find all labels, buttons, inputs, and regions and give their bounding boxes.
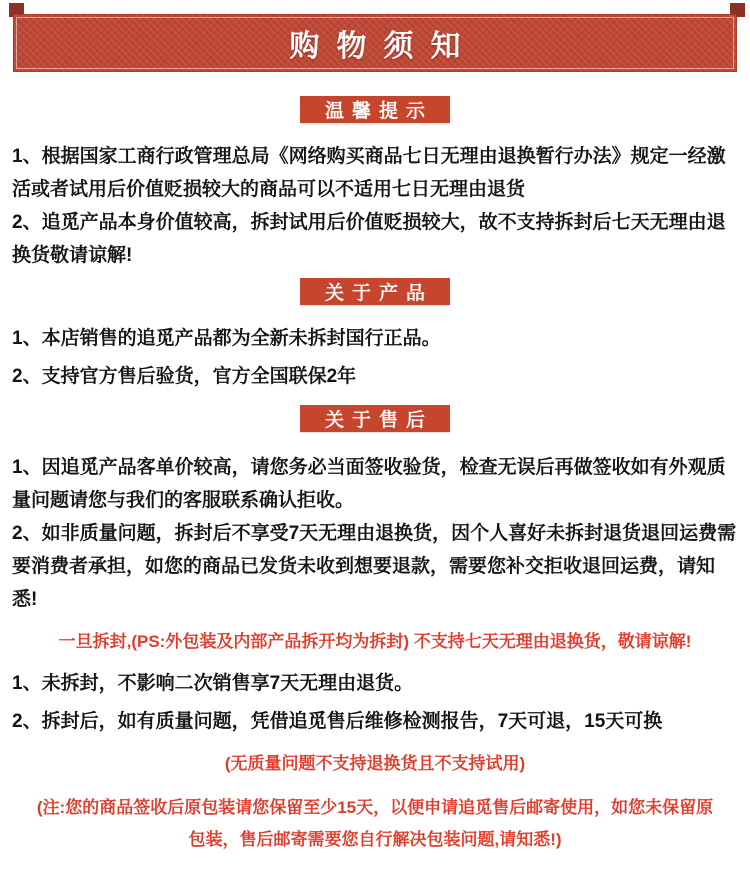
note-no-quality-issue: (无质量问题不支持退换货且不支持试用): [224, 754, 526, 773]
notice-banner: [13, 14, 737, 72]
shopping-notice-panel: [0, 14, 750, 874]
paragraph-value-loss: 2、追觅产品本身价值较高，拆封试用后价值贬损较大，故不支持拆封后七天无理由退换货敬请谅解!: [12, 212, 726, 266]
notice-header: [13, 14, 737, 72]
paragraph-quality-exchange: 2、拆封后，如有质量问题，凭借追觅售后维修检测报告，7天可退，15天可换: [12, 711, 663, 732]
section-warm-tips: [0, 96, 750, 272]
paragraph-regulation: 1、根据国家工商行政管理总局《网络购买商品七日无理由退换暂行办法》规定一经激活或者试用后价值贬损较大的商品可以不适用七日无理由退货: [12, 146, 726, 200]
paragraph-sign-inspection: 1、因追觅产品客单价较高，请您务必当面签收验货，检查无误后再做签收如有外观质量问题请您与我们的客服联系确认拒收。: [12, 457, 726, 511]
page-title: 购物须知: [289, 30, 478, 63]
paragraph-unopened-return: 1、未拆封，不影响二次销售享7天无理由退货。: [12, 673, 414, 694]
section-label-about-product: 关于产品: [300, 278, 450, 305]
note-keep-packaging: (注:您的商品签收后原包装请您保留至少15天，以便申请追觅售后邮寄使用，如您未保留原包装，售后邮寄需要您自行解决包装问题,请知悉!): [36, 798, 714, 849]
section-after-sales: [0, 405, 750, 856]
section-about-product: [0, 278, 750, 393]
paragraph-genuine-product: 1、本店销售的追觅产品都为全新未拆封国行正品。: [12, 328, 441, 349]
section-label-warm-tips: 温馨提示: [300, 96, 450, 123]
highlight-unsealed-warning: 一旦拆封,(PS:外包装及内部产品拆开均为拆封) 不支持七天无理由退换货，敬请谅解!: [58, 632, 692, 651]
section-label-after-sales: 关于售后: [300, 405, 450, 432]
paragraph-return-freight: 2、如非质量问题，拆封后不享受7天无理由退换货，因个人喜好未拆封退货退回运费需要消费者承担，如您的商品已发货未收到想要退款，需要您补交拒收退回运费，请知悉!: [12, 523, 737, 610]
paragraph-warranty: 2、支持官方售后验货，官方全国联保2年: [12, 366, 357, 387]
